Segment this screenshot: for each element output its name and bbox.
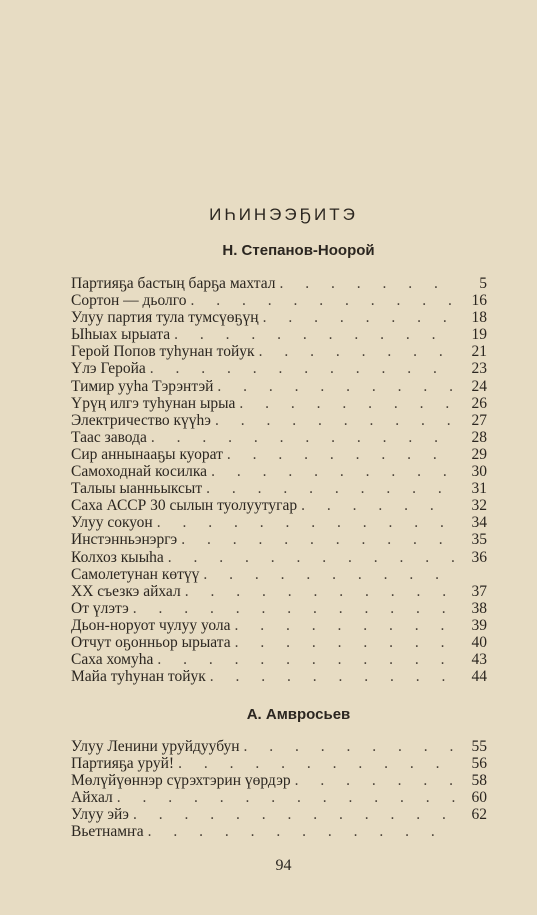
toc-entry (71, 806, 487, 823)
toc-entry (71, 429, 487, 446)
toc-entry (71, 360, 487, 377)
toc-entry-page: 37 (471, 582, 487, 600)
toc-entry-title: Үлэ Геройа (71, 360, 146, 378)
toc-entry-title: Улуу Ленини уруйдуубун (71, 738, 240, 755)
toc-entry-page: 36 (471, 548, 487, 566)
toc-entry (71, 480, 487, 497)
toc-entry-title: Ыһыах ырыата (71, 326, 171, 344)
dot-leader (133, 600, 455, 617)
toc-entry-page: 40 (471, 633, 487, 651)
dot-leader (227, 446, 455, 463)
toc-entry (71, 378, 487, 395)
toc-entry (71, 583, 487, 600)
toc-entry-page: 18 (471, 309, 487, 327)
toc-entry-page: 5 (479, 275, 487, 292)
toc-entry-page: 29 (471, 445, 487, 463)
toc-entry-title: Таас завода (71, 428, 147, 446)
toc-entry (71, 738, 487, 755)
dot-leader (185, 583, 455, 600)
toc-list-2 (71, 738, 487, 841)
dot-leader (244, 738, 455, 755)
toc-entry-page: 32 (471, 497, 487, 515)
toc-entry (71, 395, 487, 412)
toc-entry-title: Колхоз кыыһа (71, 548, 164, 566)
dot-leader (301, 497, 455, 514)
toc-entry (71, 463, 487, 480)
toc-entry-page: 34 (471, 514, 487, 532)
dot-leader (181, 531, 455, 548)
toc-entry-page: 35 (471, 531, 487, 549)
dot-leader (295, 772, 455, 789)
toc-entry-title: XX съезкэ айхал (71, 582, 181, 600)
toc-entry-page: 62 (471, 806, 487, 824)
dot-leader (117, 789, 455, 806)
toc-entry (71, 549, 487, 566)
toc-entry (71, 292, 487, 309)
toc-entry-page: 30 (471, 463, 487, 481)
section-author-1: Н. Степанов-Ноорой (222, 242, 375, 259)
toc-entry-title: Вьетнамҥа (71, 823, 144, 841)
dot-leader (263, 309, 455, 326)
dot-leader (239, 395, 455, 412)
toc-entry-title: Партияҕа бастың барҕа махтал (71, 275, 276, 292)
toc-entry-page: 56 (471, 755, 487, 773)
toc-entry-page: 44 (471, 668, 487, 686)
dot-leader (150, 360, 455, 377)
toc-entry-title: Инстэнньэнэргэ (71, 531, 178, 549)
toc-entry-title: Улуу эйэ (71, 806, 129, 824)
toc-entry (71, 651, 487, 668)
dot-leader (168, 549, 455, 566)
toc-entry-title: От үлэтэ (71, 599, 129, 617)
toc-entry-page: 24 (471, 377, 487, 395)
dot-leader (157, 651, 455, 668)
toc-entry (71, 531, 487, 548)
toc-entry-page: 21 (471, 343, 487, 361)
toc-entry-title: Электричество күүһэ (71, 411, 211, 429)
section-author-2: А. Амвросьев (246, 706, 351, 723)
dot-leader (174, 326, 455, 343)
dot-leader (235, 617, 456, 634)
toc-entry-title: Саха хомуһа (71, 651, 154, 669)
dot-leader (210, 668, 455, 685)
toc-entry-page: 55 (471, 738, 487, 755)
dot-leader (148, 823, 455, 840)
dot-leader (211, 463, 455, 480)
toc-entry-page: 28 (471, 428, 487, 446)
dot-leader (206, 480, 455, 497)
toc-entry-title: Отчут оҕонньор ырыата (71, 633, 231, 651)
toc-entry-title: Үрүң илгэ туһунан ырыа (71, 394, 236, 412)
toc-entry-page: 26 (471, 394, 487, 412)
dot-leader (151, 429, 455, 446)
toc-entry-page: 31 (471, 480, 487, 498)
toc-entry-page: 58 (471, 772, 487, 790)
toc-entry (71, 755, 487, 772)
toc-entry-page: 43 (471, 651, 487, 669)
toc-entry-title: Саха АССР 30 сылын туолуутугар (71, 497, 298, 515)
dot-leader (178, 755, 455, 772)
toc-entry (71, 789, 487, 806)
dot-leader (235, 634, 455, 651)
dot-leader (259, 343, 455, 360)
toc-entry-title: Мөлүйүөннэр сүрэхтэрин үөрдэр (71, 772, 291, 790)
toc-entry (71, 343, 487, 360)
dot-leader (215, 412, 455, 429)
toc-entry-title: Партияҕа уруй! (71, 755, 175, 773)
dot-leader (217, 378, 455, 395)
toc-entry-title: Самолетунан көтүү (71, 565, 200, 583)
toc-entry-title: Майа туһунан тойук (71, 668, 206, 686)
toc-entry-page: 60 (471, 789, 487, 807)
toc-entry-title: Улуу сокуон (71, 514, 153, 532)
toc-entry (71, 514, 487, 531)
page-number: 94 (275, 857, 292, 874)
page-heading: ИҺИНЭЭҔИТЭ (209, 205, 358, 224)
dot-leader (203, 566, 455, 583)
dot-leader (133, 806, 455, 823)
toc-entry (71, 600, 487, 617)
toc-entry (71, 497, 487, 514)
dot-leader (157, 514, 455, 531)
toc-list-1 (71, 275, 487, 685)
dot-leader (279, 275, 455, 292)
toc-entry-title: Сортон — дьолго (71, 292, 187, 310)
toc-entry (71, 309, 487, 326)
toc-entry (71, 772, 487, 789)
toc-entry (71, 326, 487, 343)
toc-entry-title: Сир аннынааҕы куорат (71, 445, 223, 463)
toc-entry (71, 617, 487, 634)
toc-entry (71, 566, 487, 583)
toc-entry-title: Герой Попов туһунан тойук (71, 343, 255, 361)
toc-entry-title: Тимир ууһа Тэрэнтэй (71, 377, 214, 395)
toc-entry-title: Айхал (71, 789, 113, 807)
toc-entry-title: Дьон-норуот чулуу уола (71, 616, 231, 634)
toc-entry-page: 16 (471, 292, 487, 310)
toc-entry-page: 19 (471, 326, 487, 344)
toc-entry-page: 23 (471, 360, 487, 378)
toc-entry-page: 39 (471, 616, 487, 634)
toc-entry (71, 412, 487, 429)
toc-entry (71, 446, 487, 463)
toc-entry (71, 668, 487, 685)
toc-entry (71, 275, 487, 292)
toc-entry-title: Самоходнай косилка (71, 463, 208, 481)
toc-entry-title: Улуу партия тула тумсүөҕүң (71, 309, 259, 327)
toc-entry (71, 823, 487, 840)
toc-entry-title: Талыы ыанньыксыт (71, 480, 203, 498)
toc-entry (71, 634, 487, 651)
toc-entry-page: 38 (471, 599, 487, 617)
dot-leader (190, 292, 455, 309)
toc-entry-page: 27 (471, 411, 487, 429)
